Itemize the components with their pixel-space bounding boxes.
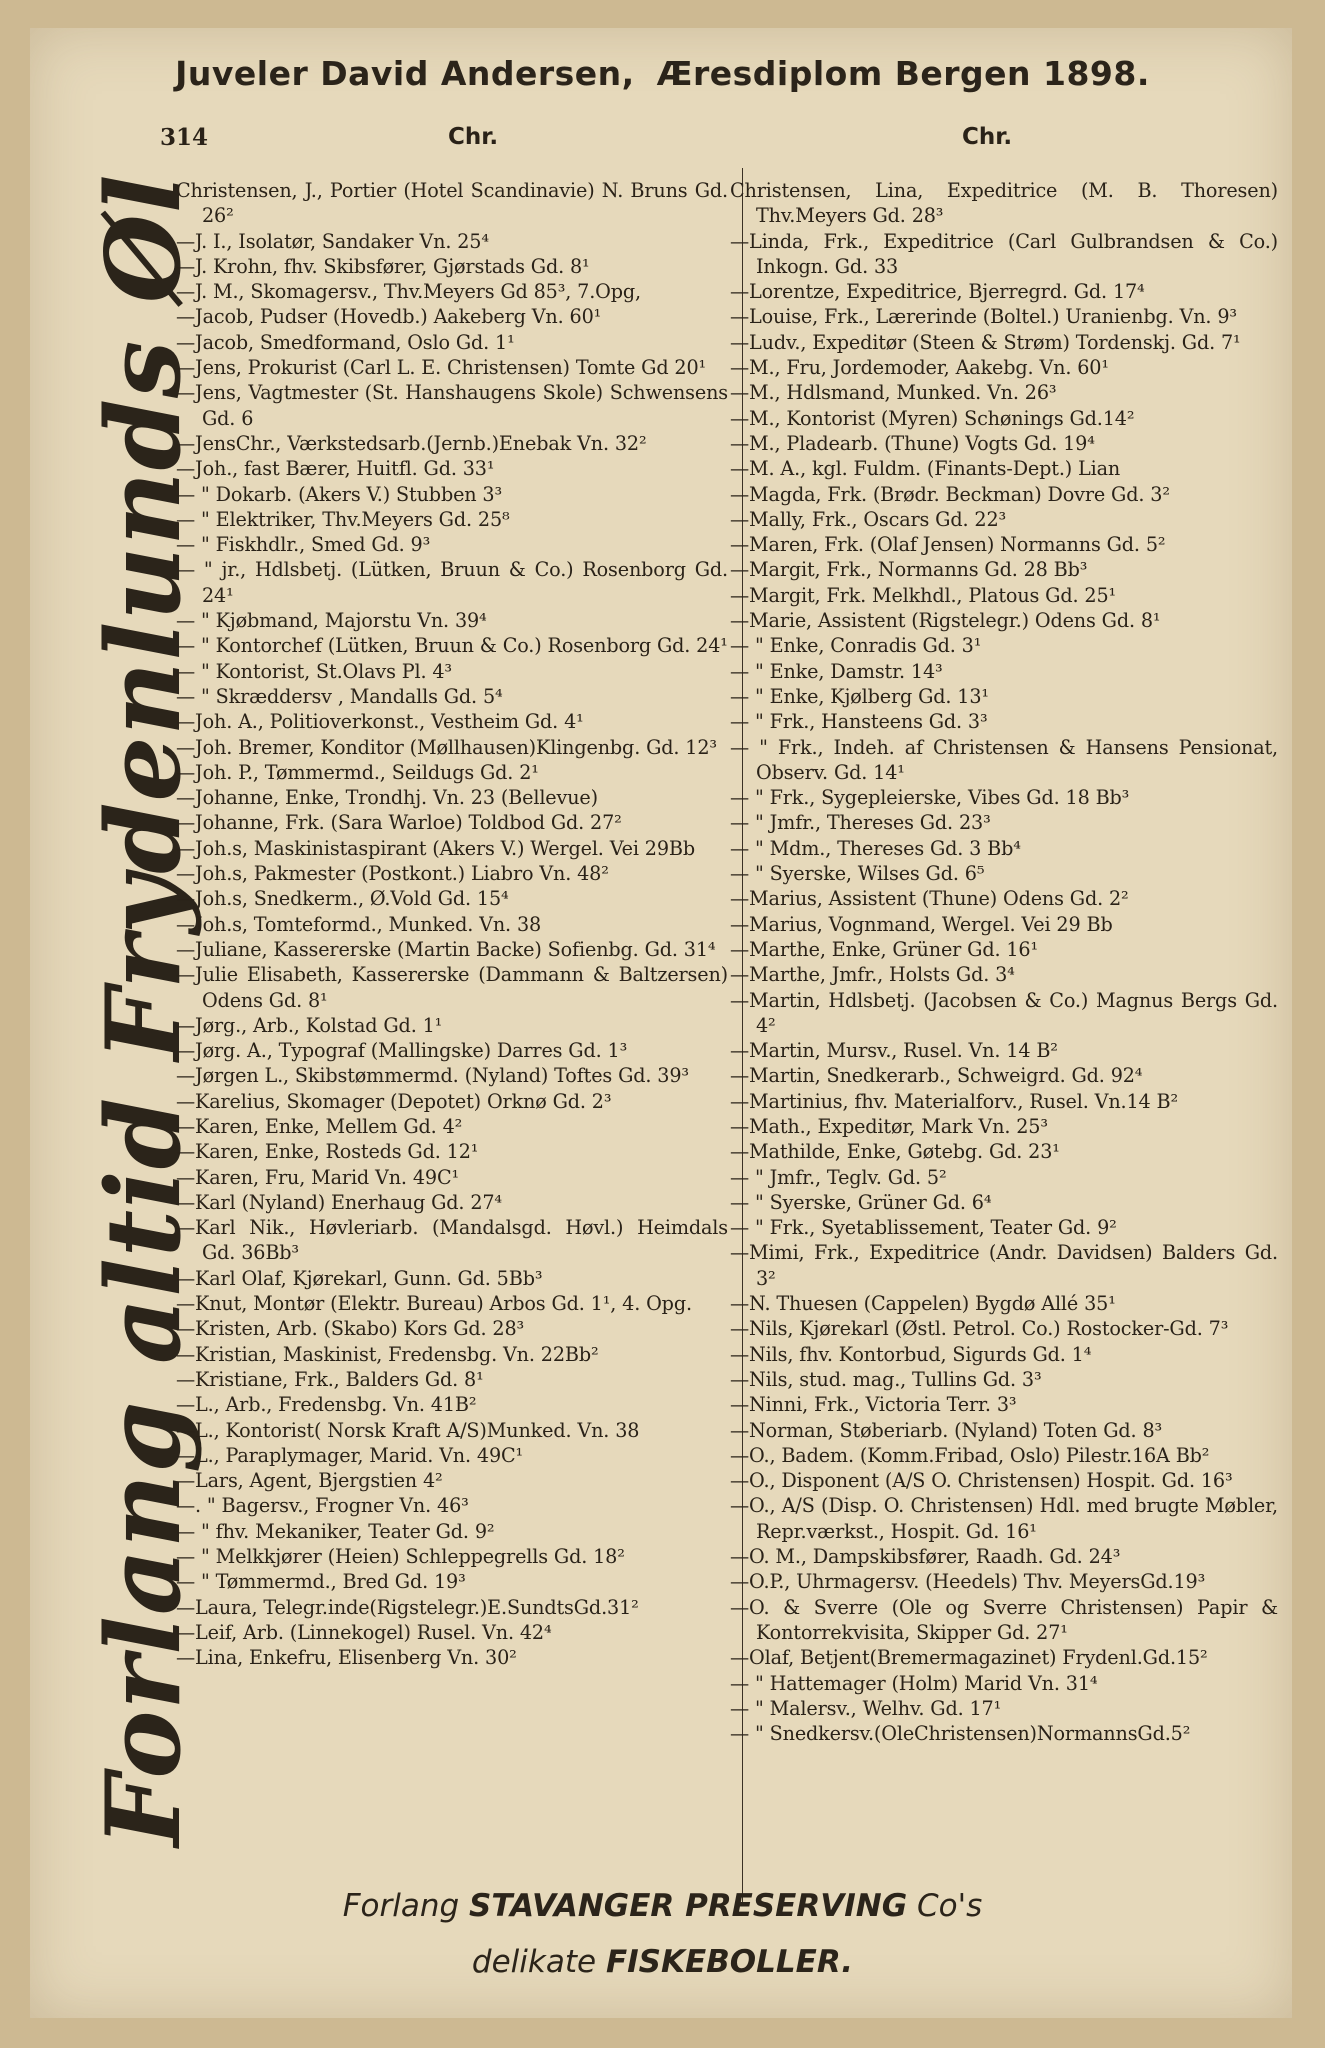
directory-entry: —O. & Sverre (Ole og Sverre Christensen) Papir & Kontorrekvisita, Skipper Gd. 27¹ — [730, 1595, 1278, 1644]
footer-ad-forlang: Forlang — [342, 1888, 460, 1924]
directory-entry: —Joh. A., Politioverkonst., Vestheim Gd. 4¹ — [176, 710, 584, 734]
footer-ad-brand: STAVANGER PRESERVING — [469, 1888, 908, 1924]
directory-entry: —Martin, Snedkerarb., Schweigrd. Gd. 92⁴ — [730, 1064, 1143, 1088]
directory-entry: —Lina, Enkefru, Elisenberg Vn. 30² — [176, 1646, 517, 1670]
directory-entry: —Louise, Frk., Lærerinde (Boltel.) Uranienbg. Vn. 9³ — [730, 305, 1237, 329]
directory-entry: —Olaf, Betjent(Bremermagazinet) Frydenl.Gd.15² — [730, 1646, 1208, 1670]
directory-entry: —O. M., Dampskibsfører, Raadh. Gd. 24³ — [730, 1545, 1121, 1569]
directory-entry: —Laura, Telegr.inde(Rigstelegr.)E.SundtsGd.31² — [176, 1595, 639, 1619]
directory-entry: —Marius, Vognmand, Wergel. Vei 29 Bb — [730, 912, 1113, 936]
directory-entry: —. " Bagersv., Frogner Vn. 46³ — [176, 1494, 469, 1518]
footer-ad-product: FISKEBOLLER. — [605, 1944, 854, 1980]
directory-entry: —Kristian, Maskinist, Fredensbg. Vn. 22Bb² — [176, 1342, 599, 1366]
header-ad-left: Juveler David Andersen, — [175, 54, 635, 93]
directory-entry: — " jr., Hdlsbetj. (Lütken, Bruun & Co.) Rosenborg Gd. 24¹ — [176, 558, 728, 607]
directory-entry: —Knut, Montør (Elektr. Bureau) Arbos Gd. 1¹, 4. Opg. — [176, 1292, 692, 1316]
directory-entry: — " Frk., Indeh. af Christensen & Hansens Pensionat, Observ. Gd. 14¹ — [730, 735, 1278, 784]
directory-entry: — " Kontorchef (Lütken, Bruun & Co.) Rosenborg Gd. 24¹ — [176, 634, 728, 658]
side-advertisement: Forlang altid Frydenlunds Øl — [84, 173, 204, 1847]
directory-entry: —Mathilde, Enke, Gøtebg. Gd. 23¹ — [730, 1140, 1060, 1164]
directory-entry: —Lorentze, Expeditrice, Bjerregrd. Gd. 17⁴ — [730, 280, 1145, 304]
directory-entry: —O., Badem. (Komm.Fribad, Oslo) Pilestr.16A Bb² — [730, 1443, 1210, 1467]
directory-entry: —Ninni, Frk., Victoria Terr. 3³ — [730, 1393, 1017, 1417]
header-advertisement — [0, 54, 1325, 93]
directory-entry: —Jørg., Arb., Kolstad Gd. 1¹ — [176, 1013, 443, 1037]
directory-entry: — " Skræddersv , Mandalls Gd. 5⁴ — [176, 684, 503, 708]
directory-entry: —Nils, Kjørekarl (Østl. Petrol. Co.) Rostocker-Gd. 7³ — [730, 1317, 1229, 1341]
directory-entry: — " Dokarb. (Akers V.) Stubben 3³ — [176, 482, 503, 506]
directory-entry: —Juliane, Kassererske (Martin Backe) Sofienbg. Gd. 31⁴ — [176, 937, 716, 961]
directory-entry: — " Kontorist, St.Olavs Pl. 4³ — [176, 659, 452, 683]
directory-entry: —Karl Olaf, Kjørekarl, Gunn. Gd. 5Bb³ — [176, 1266, 543, 1290]
footer-ad-cos: Co's — [917, 1888, 983, 1924]
directory-entry: —Joh.s, Tomteformd., Munked. Vn. 38 — [176, 912, 542, 936]
directory-entry: —Mally, Frk., Oscars Gd. 22³ — [730, 507, 1007, 531]
directory-entry: — " Elektriker, Thv.Meyers Gd. 25⁸ — [176, 507, 510, 531]
right-column-heading: Chr. — [962, 124, 1013, 150]
directory-entry: —Johanne, Enke, Trondhj. Vn. 23 (Bellevue) — [176, 786, 598, 810]
directory-entry: —Margit, Frk. Melkhdl., Platous Gd. 25¹ — [730, 583, 1117, 607]
directory-entry: — " Enke, Conradis Gd. 3¹ — [730, 634, 982, 658]
directory-entry: —Jens, Prokurist (Carl L. E. Christensen) Tomte Gd 20¹ — [176, 356, 707, 380]
directory-entry: Christensen, J., Portier (Hotel Scandinavie) N. Bruns Gd. 26² — [176, 179, 728, 228]
directory-entry: —J. M., Skomagersv., Thv.Meyers Gd 85³, 7.Opg, — [176, 280, 641, 304]
footer-ad-delikate: delikate — [471, 1944, 597, 1980]
directory-entry: —Jørg. A., Typograf (Mallingske) Darres Gd. 1³ — [176, 1039, 628, 1063]
directory-entry: —Karelius, Skomager (Depotet) Orknø Gd. 2³ — [176, 1089, 612, 1113]
directory-entry: —M. A., kgl. Fuldm. (Finants-Dept.) Lian — [730, 457, 1121, 481]
directory-entry: —Nils, fhv. Kontorbud, Sigurds Gd. 1⁴ — [730, 1342, 1092, 1366]
directory-entry: —Karl (Nyland) Enerhaug Gd. 27⁴ — [176, 1190, 502, 1214]
directory-entry: —Jens, Vagtmester (St. Hanshaugens Skole) Schwensens Gd. 6 — [176, 381, 728, 430]
directory-entry: — " Syerske, Grüner Gd. 6⁴ — [730, 1190, 992, 1214]
directory-entry: —Karen, Enke, Mellem Gd. 4² — [176, 1114, 463, 1138]
directory-entry: —Joh.s, Maskinistaspirant (Akers V.) Wergel. Vei 29Bb — [176, 836, 695, 860]
directory-entry: —Jørgen L., Skibstømmermd. (Nyland) Toftes Gd. 39³ — [176, 1064, 689, 1088]
directory-entry: —Joh.s, Pakmester (Postkont.) Liabro Vn. 48² — [176, 862, 609, 886]
footer-ad-line-2 — [0, 1944, 1325, 1980]
directory-entry: —Leif, Arb. (Linnekogel) Rusel. Vn. 42⁴ — [176, 1620, 552, 1644]
directory-entry: — " Frk., Syetablissement, Teater Gd. 9² — [730, 1216, 1117, 1240]
directory-entry: —Mimi, Frk., Expeditrice (Andr. Davidsen) Balders Gd. 3² — [730, 1241, 1278, 1290]
left-directory-column — [176, 178, 728, 1854]
directory-entry: — " Hattemager (Holm) Marid Vn. 31⁴ — [730, 1671, 1098, 1695]
directory-entry: — " Jmfr., Teglv. Gd. 5² — [730, 1165, 947, 1189]
directory-entry: — " Malersv., Welhv. Gd. 17¹ — [730, 1696, 1002, 1720]
directory-entry: —Math., Expeditør, Mark Vn. 25³ — [730, 1114, 1048, 1138]
directory-entry: —Magda, Frk. (Brødr. Beckman) Dovre Gd. 3² — [730, 482, 1170, 506]
directory-entry: —Jacob, Pudser (Hovedb.) Aakeberg Vn. 60¹ — [176, 305, 602, 329]
directory-entry: — " Fiskhdlr., Smed Gd. 9³ — [176, 533, 431, 557]
directory-entry: —Marthe, Jmfr., Holsts Gd. 3⁴ — [730, 963, 1015, 987]
directory-entry: — " Jmfr., Thereses Gd. 23³ — [730, 811, 991, 835]
directory-entry: — " Snedkersv.(OleChristensen)NormannsGd.5² — [730, 1722, 1191, 1746]
directory-entry: — " Melkkjører (Heien) Schleppegrells Gd. 18² — [176, 1545, 625, 1569]
directory-entry: —Kristen, Arb. (Skabo) Kors Gd. 28³ — [176, 1317, 525, 1341]
directory-entry: —Karen, Fru, Marid Vn. 49C¹ — [176, 1165, 460, 1189]
directory-entry: —M., Pladearb. (Thune) Vogts Gd. 19⁴ — [730, 431, 1095, 455]
directory-entry: —L., Paraplymager, Marid. Vn. 49C¹ — [176, 1443, 524, 1467]
left-column-heading: Chr. — [448, 124, 499, 150]
directory-entry: —Nils, stud. mag., Tullins Gd. 3³ — [730, 1367, 1042, 1391]
right-directory-column — [730, 178, 1278, 1854]
directory-entry: —Lars, Agent, Bjergstien 4² — [176, 1469, 443, 1493]
directory-entry: —Martinius, fhv. Materialforv., Rusel. Vn.14 B² — [730, 1089, 1179, 1113]
directory-entry: — " Tømmermd., Bred Gd. 19³ — [176, 1570, 466, 1594]
directory-entry: —Karl Nik., Høvleriarb. (Mandalsgd. Høvl.) Heimdals Gd. 36Bb³ — [176, 1216, 728, 1265]
directory-entry: —Julie Elisabeth, Kassererske (Dammann & Baltzersen) Odens Gd. 8¹ — [176, 963, 728, 1012]
directory-entry: —Marius, Assistent (Thune) Odens Gd. 2² — [730, 887, 1129, 911]
directory-entry: —Marthe, Enke, Grüner Gd. 16¹ — [730, 937, 1039, 961]
directory-entry: —Ludv., Expeditør (Steen & Strøm) Tordenskj. Gd. 7¹ — [730, 330, 1241, 354]
directory-entry: — " Kjøbmand, Majorstu Vn. 39⁴ — [176, 609, 487, 633]
directory-entry: — " fhv. Mekaniker, Teater Gd. 9² — [176, 1519, 495, 1543]
directory-entry: —JensChr., Værkstedsarb.(Jernb.)Enebak Vn. 32² — [176, 431, 647, 455]
directory-entry: —Martin, Mursv., Rusel. Vn. 14 B² — [730, 1039, 1058, 1063]
directory-entry: —Joh., fast Bærer, Huitfl. Gd. 33¹ — [176, 457, 495, 481]
directory-entry: —M., Fru, Jordemoder, Aakebg. Vn. 60¹ — [730, 356, 1109, 380]
directory-entry: Christensen, Lina, Expeditrice (M. B. Thoresen) Thv.Meyers Gd. 28³ — [730, 179, 1278, 228]
directory-entry: —N. Thuesen (Cappelen) Bygdø Allé 35¹ — [730, 1292, 1116, 1316]
directory-entry: —Joh.s, Snedkerm., Ø.Vold Gd. 15⁴ — [176, 887, 509, 911]
directory-entry: —L., Arb., Fredensbg. Vn. 41B² — [176, 1393, 477, 1417]
directory-entry: —Karen, Enke, Rosteds Gd. 12¹ — [176, 1140, 479, 1164]
footer-ad-line-1 — [0, 1888, 1325, 1924]
header-ad-right: Æresdiplom Bergen 1898. — [656, 54, 1150, 93]
directory-entry: —Johanne, Frk. (Sara Warloe) Toldbod Gd. 27² — [176, 811, 622, 835]
page-number: 314 — [160, 124, 209, 151]
directory-entry: —O., Disponent (A/S O. Christensen) Hospit. Gd. 16³ — [730, 1469, 1233, 1493]
directory-entry: —Norman, Støberiarb. (Nyland) Toten Gd. 8³ — [730, 1418, 1163, 1442]
directory-entry: —Linda, Frk., Expeditrice (Carl Gulbrandsen & Co.) Inkogn. Gd. 33 — [730, 229, 1278, 278]
directory-entry: —Jacob, Smedformand, Oslo Gd. 1¹ — [176, 330, 515, 354]
directory-entry: —Maren, Frk. (Olaf Jensen) Normanns Gd. 5² — [730, 533, 1166, 557]
directory-entry: —Joh. Bremer, Konditor (Møllhausen)Klingenbg. Gd. 12³ — [176, 735, 717, 759]
directory-entry: —L., Kontorist( Norsk Kraft A/S)Munked. Vn. 38 — [176, 1418, 640, 1442]
directory-entry: —M., Hdlsmand, Munked. Vn. 26³ — [730, 381, 1057, 405]
directory-entry: — " Enke, Kjølberg Gd. 13¹ — [730, 684, 989, 708]
directory-entry: —Margit, Frk., Normanns Gd. 28 Bb³ — [730, 558, 1088, 582]
directory-entry: — " Enke, Damstr. 14³ — [730, 659, 943, 683]
directory-entry: —Joh. P., Tømmermd., Seildugs Gd. 2¹ — [176, 760, 539, 784]
directory-entry: — " Syerske, Wilses Gd. 6⁵ — [730, 862, 985, 886]
directory-entry: —O., A/S (Disp. O. Christensen) Hdl. med brugte Møbler, Repr.værkst., Hospit. Gd. 16¹ — [730, 1494, 1278, 1543]
directory-entry: —Martin, Hdlsbetj. (Jacobsen & Co.) Magnus Bergs Gd. 4² — [730, 988, 1278, 1037]
directory-entry: —M., Kontorist (Myren) Schønings Gd.14² — [730, 406, 1135, 430]
directory-entry: — " Mdm., Thereses Gd. 3 Bb⁴ — [730, 836, 1021, 860]
directory-entry: — " Frk., Hansteens Gd. 3³ — [730, 710, 988, 734]
directory-entry: —Marie, Assistent (Rigstelegr.) Odens Gd. 8¹ — [730, 609, 1161, 633]
directory-entry: — " Frk., Sygepleierske, Vibes Gd. 18 Bb³ — [730, 786, 1130, 810]
directory-entry: —J. Krohn, fhv. Skibsfører, Gjørstads Gd. 8¹ — [176, 254, 590, 278]
directory-entry: —Kristiane, Frk., Balders Gd. 8¹ — [176, 1367, 484, 1391]
directory-entry: —J. I., Isolatør, Sandaker Vn. 25⁴ — [176, 229, 489, 253]
directory-entry: —O.P., Uhrmagersv. (Heedels) Thv. MeyersGd.19³ — [730, 1570, 1206, 1594]
